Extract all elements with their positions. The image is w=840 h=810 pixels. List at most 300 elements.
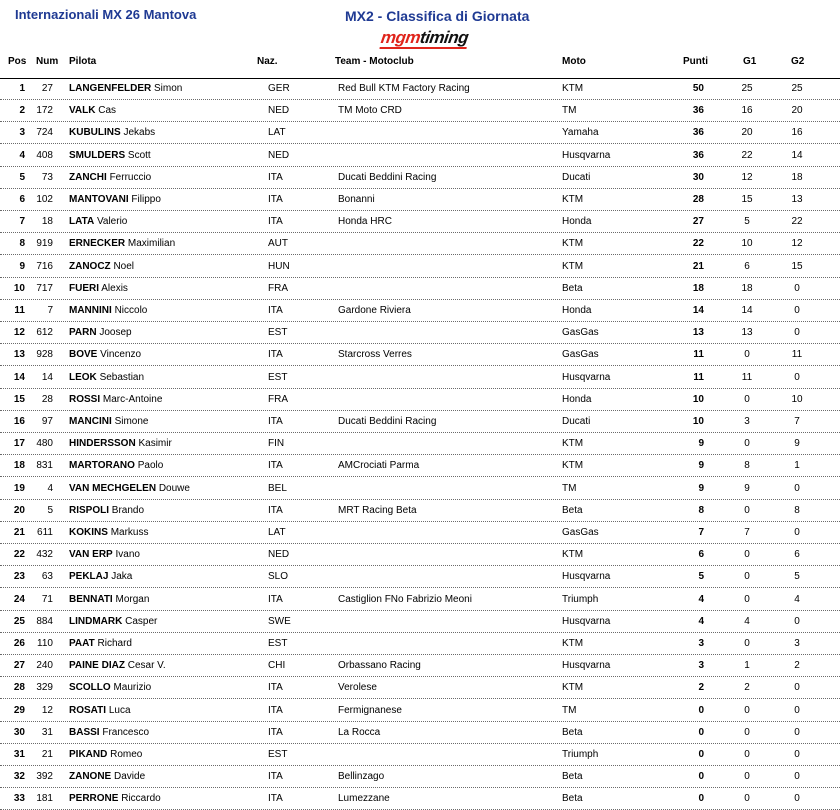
table-row xyxy=(0,233,840,255)
team-cell: La Rocca xyxy=(338,726,381,738)
g1-cell: 13 xyxy=(741,327,753,339)
rider-surname: MANTOVANI xyxy=(69,194,129,205)
pilota-cell xyxy=(69,549,140,560)
table-row xyxy=(0,633,840,655)
results-header-row xyxy=(0,56,840,79)
pilota-cell xyxy=(69,616,157,627)
moto-cell: Husqvarna xyxy=(562,660,611,672)
g2-cell: 0 xyxy=(794,615,800,627)
table-row xyxy=(0,122,840,144)
header-naz: Naz. xyxy=(257,56,278,67)
table-row xyxy=(0,722,840,744)
rider-surname: ZANOCZ xyxy=(69,260,111,272)
pos-cell: 8 xyxy=(19,238,25,250)
rider-surname: PIKAND xyxy=(69,749,108,760)
moto-cell: Ducati xyxy=(562,171,591,183)
pos-cell: 13 xyxy=(13,349,25,361)
naz-cell: ITA xyxy=(268,682,283,694)
num-cell: 724 xyxy=(36,127,53,139)
pilota-cell xyxy=(69,150,151,161)
rider-firstname: Vincenzo xyxy=(100,349,142,361)
punti-cell: 13 xyxy=(692,327,704,339)
pilota-cell xyxy=(69,83,182,94)
pos-cell: 31 xyxy=(13,749,25,760)
naz-cell: ITA xyxy=(268,305,283,316)
pos-cell: 28 xyxy=(13,682,25,694)
rider-firstname: Davide xyxy=(114,771,146,783)
rider-surname: BASSI xyxy=(69,726,100,738)
g2-cell: 0 xyxy=(794,527,800,538)
team-cell: Gardone Riviera xyxy=(338,305,411,316)
g1-cell: 0 xyxy=(744,771,750,783)
table-row xyxy=(0,478,840,500)
g2-cell: 25 xyxy=(791,83,803,94)
g2-cell: 10 xyxy=(791,393,803,405)
punti-cell: 36 xyxy=(692,105,704,117)
naz-cell: NED xyxy=(268,105,290,117)
rider-surname: ROSSI xyxy=(69,393,101,405)
num-cell: 172 xyxy=(36,105,53,117)
punti-cell: 11 xyxy=(693,371,704,383)
pilota-cell xyxy=(69,216,127,227)
pos-cell: 12 xyxy=(13,327,25,339)
naz-cell: FRA xyxy=(268,393,288,405)
pos-cell: 1 xyxy=(19,83,25,94)
rider-surname: VAN MECHGELEN xyxy=(69,482,157,494)
rider-firstname: Maurizio xyxy=(113,682,152,694)
table-row xyxy=(0,700,840,722)
g2-cell: 5 xyxy=(794,571,800,583)
num-cell: 611 xyxy=(37,527,53,538)
moto-cell: Triumph xyxy=(562,593,599,605)
num-cell: 28 xyxy=(41,393,53,405)
naz-cell: ITA xyxy=(268,504,283,516)
punti-cell: 2 xyxy=(698,682,704,694)
num-cell: 480 xyxy=(36,438,53,450)
team-cell: Ducati Beddini Racing xyxy=(338,171,437,183)
num-cell: 63 xyxy=(41,571,53,583)
rider-firstname: Scott xyxy=(127,149,151,161)
rider-surname: BOVE xyxy=(69,349,98,361)
rider-surname: ZANONE xyxy=(69,771,112,783)
table-row xyxy=(0,344,840,366)
team-cell: Orbassano Racing xyxy=(338,660,421,672)
punti-cell: 9 xyxy=(698,460,704,472)
punti-cell: 36 xyxy=(692,127,704,139)
num-cell: 884 xyxy=(36,615,53,627)
table-row xyxy=(0,300,840,322)
g1-cell: 0 xyxy=(744,438,750,450)
naz-cell: ITA xyxy=(268,726,283,738)
rider-surname: MARTORANO xyxy=(69,460,135,472)
g1-cell: 12 xyxy=(741,171,753,183)
moto-cell: KTM xyxy=(562,460,584,472)
rider-surname: SMULDERS xyxy=(69,149,126,161)
num-cell: 18 xyxy=(41,216,53,228)
table-row xyxy=(0,278,840,300)
rider-firstname: Alexis xyxy=(101,282,128,294)
g1-cell: 6 xyxy=(744,260,750,272)
table-row xyxy=(0,677,840,699)
team-cell: Bonanni xyxy=(338,194,375,205)
table-row xyxy=(0,655,840,677)
punti-cell: 9 xyxy=(698,482,704,494)
g2-cell: 0 xyxy=(794,282,800,294)
table-row xyxy=(0,145,840,167)
rider-firstname: Valerio xyxy=(96,216,128,228)
rider-firstname: Ivano xyxy=(115,549,140,561)
naz-cell: NED xyxy=(268,149,290,161)
pilota-cell xyxy=(69,327,132,338)
punti-cell: 36 xyxy=(692,149,704,161)
team-cell: Starcross Verres xyxy=(338,349,412,361)
header-g2: G2 xyxy=(791,56,805,67)
num-cell: 110 xyxy=(37,638,53,649)
pilota-cell xyxy=(69,194,161,205)
punti-cell: 3 xyxy=(698,660,704,672)
table-row xyxy=(0,322,840,344)
pilota-cell xyxy=(69,483,190,494)
pos-cell: 17 xyxy=(13,438,25,450)
rider-surname: LEOK xyxy=(69,371,97,383)
g2-cell: 11 xyxy=(791,349,803,361)
team-cell: Verolese xyxy=(338,682,377,694)
g1-cell: 0 xyxy=(744,349,750,361)
naz-cell: EST xyxy=(268,327,288,339)
num-cell: 717 xyxy=(36,282,53,294)
header-pos: Pos xyxy=(8,56,27,67)
punti-cell: 10 xyxy=(692,416,704,427)
table-row xyxy=(0,389,840,411)
pilota-cell xyxy=(69,771,145,782)
table-row xyxy=(0,744,840,766)
g1-cell: 18 xyxy=(741,282,753,294)
pos-cell: 9 xyxy=(19,260,25,272)
moto-cell: Yamaha xyxy=(562,127,599,139)
team-cell: Fermignanese xyxy=(338,704,402,716)
pilota-cell xyxy=(69,394,162,405)
pos-cell: 26 xyxy=(13,638,25,649)
pos-cell: 6 xyxy=(19,194,25,205)
pos-cell: 18 xyxy=(13,460,25,472)
rider-firstname: Jaka xyxy=(111,571,133,583)
rider-firstname: Riccardo xyxy=(121,793,161,805)
team-cell: Red Bull KTM Factory Racing xyxy=(338,83,470,94)
rider-firstname: Luca xyxy=(108,704,131,716)
g2-cell: 0 xyxy=(794,482,800,494)
table-row xyxy=(0,766,840,788)
num-cell: 102 xyxy=(36,194,53,205)
naz-cell: NED xyxy=(268,549,290,561)
num-cell: 14 xyxy=(41,371,53,383)
pos-cell: 27 xyxy=(13,660,25,672)
pos-cell: 33 xyxy=(13,793,25,805)
rider-surname: PERRONE xyxy=(69,793,119,805)
pos-cell: 29 xyxy=(13,704,25,716)
rider-firstname: Douwe xyxy=(158,482,190,494)
team-cell: Honda HRC xyxy=(338,216,392,228)
pos-cell: 24 xyxy=(13,593,25,605)
punti-cell: 0 xyxy=(698,726,704,738)
rider-firstname: Jekabs xyxy=(123,127,156,139)
rider-surname: PEKLAJ xyxy=(69,571,109,583)
header-punti: Punti xyxy=(683,56,708,67)
moto-cell: Honda xyxy=(562,305,592,316)
num-cell: 97 xyxy=(41,416,53,427)
num-cell: 919 xyxy=(36,238,53,250)
g1-cell: 0 xyxy=(744,593,750,605)
rider-firstname: Paolo xyxy=(137,460,164,472)
rider-firstname: Romeo xyxy=(110,749,143,760)
pilota-cell xyxy=(69,749,142,760)
moto-cell: Husqvarna xyxy=(562,371,611,383)
moto-cell: KTM xyxy=(562,549,584,561)
rider-firstname: Richard xyxy=(97,638,132,649)
g1-cell: 0 xyxy=(744,726,750,738)
pilota-cell xyxy=(69,460,163,471)
rider-surname: LANGENFELDER xyxy=(69,83,152,94)
table-row xyxy=(0,522,840,544)
punti-cell: 5 xyxy=(698,571,704,583)
rider-firstname: Niccolo xyxy=(114,305,148,316)
naz-cell: AUT xyxy=(268,238,288,250)
punti-cell: 22 xyxy=(692,238,704,250)
punti-cell: 0 xyxy=(698,771,704,783)
rider-surname: PAAT xyxy=(69,638,95,649)
g1-cell: 4 xyxy=(744,615,750,627)
g2-cell: 4 xyxy=(794,593,800,605)
punti-cell: 4 xyxy=(698,593,704,605)
table-row xyxy=(0,167,840,189)
rider-firstname: Brando xyxy=(111,504,145,516)
rider-surname: ROSATI xyxy=(69,704,107,716)
table-row xyxy=(0,788,840,810)
punti-cell: 3 xyxy=(698,638,704,649)
moto-cell: Beta xyxy=(562,282,583,294)
pilota-cell xyxy=(69,638,132,649)
header-g1: G1 xyxy=(743,56,757,67)
punti-cell: 6 xyxy=(698,549,704,561)
punti-cell: 0 xyxy=(698,793,704,805)
g2-cell: 7 xyxy=(794,416,800,427)
rider-firstname: Filippo xyxy=(131,194,161,205)
num-cell: 181 xyxy=(36,793,53,805)
g2-cell: 0 xyxy=(794,749,800,760)
table-row xyxy=(0,189,840,211)
num-cell: 329 xyxy=(36,682,53,694)
pilota-cell xyxy=(69,660,166,671)
moto-cell: GasGas xyxy=(562,349,599,361)
pilota-cell xyxy=(69,283,128,294)
g1-cell: 0 xyxy=(744,638,750,649)
rider-surname: RISPOLI xyxy=(69,504,110,516)
pilota-cell xyxy=(69,261,134,272)
moto-cell: TM xyxy=(562,704,577,716)
moto-cell: Honda xyxy=(562,393,592,405)
pilota-cell xyxy=(69,571,132,582)
g2-cell: 0 xyxy=(794,726,800,738)
naz-cell: LAT xyxy=(268,527,286,538)
naz-cell: FIN xyxy=(268,438,285,450)
g1-cell: 8 xyxy=(744,460,750,472)
moto-cell: TM xyxy=(562,482,577,494)
naz-cell: BEL xyxy=(268,482,287,494)
punti-cell: 27 xyxy=(692,216,704,228)
naz-cell: EST xyxy=(268,638,288,649)
num-cell: 73 xyxy=(41,171,53,183)
g1-cell: 1 xyxy=(744,660,750,672)
rider-firstname: Cas xyxy=(98,105,117,117)
rider-surname: VAN ERP xyxy=(69,549,113,561)
g2-cell: 15 xyxy=(791,260,803,272)
punti-cell: 8 xyxy=(698,504,704,516)
team-cell: MRT Racing Beta xyxy=(338,504,417,516)
naz-cell: CHI xyxy=(268,660,286,672)
pilota-cell xyxy=(69,438,172,449)
moto-cell: Beta xyxy=(562,504,583,516)
num-cell: 392 xyxy=(36,771,53,783)
pilota-cell xyxy=(69,505,144,516)
moto-cell: Beta xyxy=(562,726,583,738)
punti-cell: 9 xyxy=(698,438,704,450)
pos-cell: 19 xyxy=(13,482,25,494)
logo-timing: timing xyxy=(418,28,470,47)
g2-cell: 6 xyxy=(794,549,800,561)
g1-cell: 14 xyxy=(741,305,753,316)
rider-surname: LINDMARK xyxy=(69,615,123,627)
rider-surname: FUERI xyxy=(69,282,99,294)
rider-firstname: Simon xyxy=(154,83,183,94)
rider-surname: MANNINI xyxy=(69,305,112,316)
num-cell: 4 xyxy=(47,482,53,494)
pos-cell: 7 xyxy=(19,216,25,228)
g2-cell: 0 xyxy=(794,371,800,383)
num-cell: 831 xyxy=(36,460,53,472)
naz-cell: ITA xyxy=(268,171,283,183)
g1-cell: 0 xyxy=(744,504,750,516)
pilota-cell xyxy=(69,727,149,738)
logo-mgm: mgm xyxy=(379,28,422,47)
naz-cell: FRA xyxy=(268,282,288,294)
table-row xyxy=(0,455,840,477)
g1-cell: 0 xyxy=(744,549,750,561)
g1-cell: 0 xyxy=(744,704,750,716)
g2-cell: 9 xyxy=(794,438,800,450)
moto-cell: GasGas xyxy=(562,327,599,339)
g2-cell: 16 xyxy=(791,127,803,139)
naz-cell: SWE xyxy=(268,615,291,627)
rider-surname: SCOLLO xyxy=(69,682,111,694)
team-cell: Bellinzago xyxy=(338,771,385,783)
naz-cell: ITA xyxy=(268,593,283,605)
pos-cell: 16 xyxy=(13,416,25,427)
g1-cell: 0 xyxy=(744,571,750,583)
g2-cell: 22 xyxy=(791,216,803,228)
num-cell: 12 xyxy=(41,704,53,716)
g1-cell: 16 xyxy=(741,105,753,117)
event-title: Internazionali MX 26 Mantova xyxy=(15,7,197,22)
pos-cell: 21 xyxy=(13,527,25,538)
pos-cell: 4 xyxy=(19,149,25,161)
naz-cell: ITA xyxy=(268,793,283,805)
moto-cell: GasGas xyxy=(562,527,599,538)
moto-cell: KTM xyxy=(562,83,584,94)
table-row xyxy=(0,256,840,278)
naz-cell: ITA xyxy=(268,194,283,205)
naz-cell: EST xyxy=(268,749,288,760)
g1-cell: 11 xyxy=(741,371,753,383)
naz-cell: GER xyxy=(268,83,290,94)
table-row xyxy=(0,211,840,233)
g1-cell: 0 xyxy=(744,793,750,805)
g2-cell: 20 xyxy=(791,105,803,117)
table-row xyxy=(0,544,840,566)
pilota-cell xyxy=(69,372,144,383)
g2-cell: 8 xyxy=(794,504,800,516)
pilota-cell xyxy=(69,305,147,316)
rider-firstname: Kasimir xyxy=(138,438,172,450)
moto-cell: KTM xyxy=(562,238,584,250)
moto-cell: KTM xyxy=(562,682,584,694)
rider-surname: PAINE DIAZ xyxy=(69,660,125,672)
punti-cell: 14 xyxy=(692,305,704,316)
g2-cell: 0 xyxy=(794,793,800,805)
g1-cell: 10 xyxy=(741,238,753,250)
punti-cell: 4 xyxy=(698,615,704,627)
table-row xyxy=(0,433,840,455)
g1-cell: 25 xyxy=(741,83,753,94)
punti-cell: 0 xyxy=(698,704,704,716)
pilota-cell xyxy=(69,594,149,605)
punti-cell: 18 xyxy=(692,282,704,294)
num-cell: 5 xyxy=(47,504,53,516)
punti-cell: 50 xyxy=(692,83,704,94)
header-pilota: Pilota xyxy=(69,56,97,67)
rider-firstname: Simone xyxy=(114,416,149,427)
g2-cell: 18 xyxy=(791,171,803,183)
g1-cell: 0 xyxy=(744,749,750,760)
rider-surname: KOKINS xyxy=(69,527,108,538)
moto-cell: Beta xyxy=(562,793,583,805)
naz-cell: ITA xyxy=(268,216,283,228)
moto-cell: Honda xyxy=(562,216,592,228)
num-cell: 432 xyxy=(36,549,53,561)
naz-cell: EST xyxy=(268,371,288,383)
num-cell: 612 xyxy=(36,327,53,339)
num-cell: 716 xyxy=(36,260,53,272)
naz-cell: ITA xyxy=(268,704,283,716)
moto-cell: Husqvarna xyxy=(562,571,611,583)
header-team: Team - Motoclub xyxy=(335,56,414,67)
pilota-cell xyxy=(69,527,148,538)
rider-surname: ZANCHI xyxy=(69,171,107,183)
rider-surname: VALK xyxy=(69,105,96,117)
num-cell: 928 xyxy=(36,349,53,361)
moto-cell: Husqvarna xyxy=(562,615,611,627)
table-row xyxy=(0,566,840,588)
team-cell: TM Moto CRD xyxy=(338,105,402,117)
naz-cell: HUN xyxy=(268,260,290,272)
pilota-cell xyxy=(69,349,141,360)
table-row xyxy=(0,100,840,122)
pos-cell: 23 xyxy=(13,571,25,583)
rider-firstname: Sebastian xyxy=(99,371,145,383)
header-moto: Moto xyxy=(562,56,586,67)
g1-cell: 22 xyxy=(741,149,753,161)
naz-cell: SLO xyxy=(268,571,289,583)
table-row xyxy=(0,78,840,100)
g2-cell: 13 xyxy=(791,194,803,205)
